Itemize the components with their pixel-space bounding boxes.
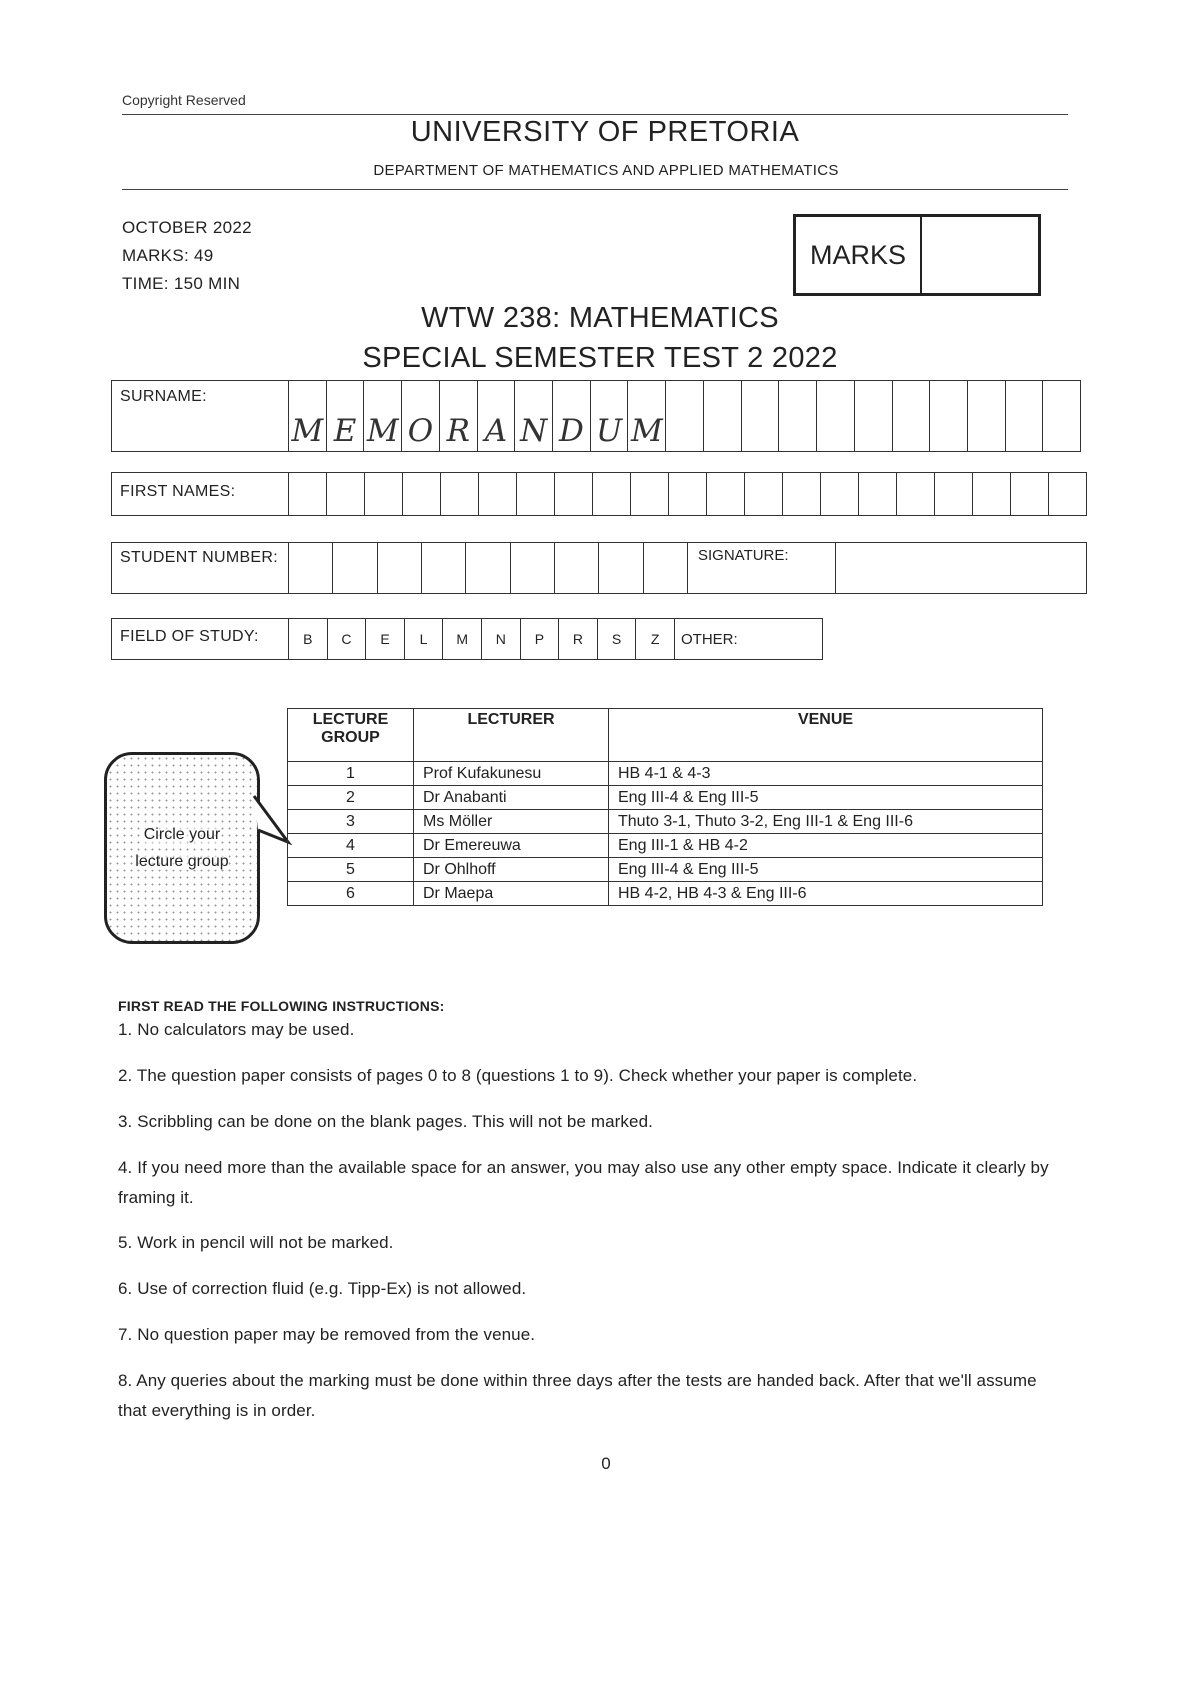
studnum-cell[interactable]	[378, 543, 422, 593]
student-number-cells[interactable]	[289, 543, 687, 593]
surname-cell[interactable]	[968, 381, 1006, 451]
surname-cell[interactable]: O	[402, 381, 440, 451]
marks-box-label: MARKS	[796, 217, 922, 293]
venue: HB 4-1 & 4-3	[609, 762, 1043, 786]
surname-cell[interactable]: R	[440, 381, 478, 451]
callout-pointer-shape	[254, 796, 288, 842]
instruction-item: 6. Use of correction fluid (e.g. Tipp-Ex) is not allowed.	[118, 1279, 527, 1298]
fos-cell[interactable]: S	[598, 619, 637, 659]
page-number: 0	[601, 1454, 611, 1473]
field-of-study-row	[111, 618, 823, 660]
firstname-cell[interactable]	[859, 473, 897, 515]
firstname-cell[interactable]	[973, 473, 1011, 515]
lecturer-name: Prof Kufakunesu	[414, 762, 609, 786]
fos-cell[interactable]: L	[405, 619, 444, 659]
lecturer-name: Dr Ohlhoff	[414, 858, 609, 882]
firstname-cell[interactable]	[327, 473, 365, 515]
firstname-cell[interactable]	[289, 473, 327, 515]
surname-cell[interactable]	[817, 381, 855, 451]
circle-group-callout	[104, 752, 260, 944]
exam-marks: MARKS: 49	[122, 246, 214, 265]
instruction-item: 2. The question paper consists of pages 0 to 8 (questions 1 to 9). Check whether your paper is complete.	[118, 1066, 918, 1085]
firstname-cell[interactable]	[783, 473, 821, 515]
studnum-cell[interactable]	[466, 543, 510, 593]
surname-cell[interactable]: M	[364, 381, 402, 451]
firstname-cell[interactable]	[669, 473, 707, 515]
surname-cells[interactable]	[289, 381, 1080, 451]
firstname-cell[interactable]	[745, 473, 783, 515]
fos-cell[interactable]: M	[443, 619, 482, 659]
instruction-item: 5. Work in pencil will not be marked.	[118, 1233, 394, 1252]
university-name: UNIVERSITY OF PRETORIA	[410, 116, 800, 148]
callout-line2: lecture group	[135, 853, 229, 870]
firstname-cell[interactable]	[403, 473, 441, 515]
group-number[interactable]: 5	[288, 858, 414, 882]
firstname-cell[interactable]	[555, 473, 593, 515]
surname-cell[interactable]: E	[327, 381, 365, 451]
instruction-item: 7. No question paper may be removed from the venue.	[118, 1325, 536, 1344]
surname-cell[interactable]	[742, 381, 780, 451]
first-names-cells[interactable]	[289, 473, 1086, 515]
group-number[interactable]: 1	[288, 762, 414, 786]
fos-cell[interactable]: C	[328, 619, 367, 659]
studnum-cell[interactable]	[333, 543, 377, 593]
studnum-cell[interactable]	[511, 543, 555, 593]
firstname-cell[interactable]	[593, 473, 631, 515]
studnum-cell[interactable]	[422, 543, 466, 593]
group-number[interactable]: 6	[288, 882, 414, 906]
surname-cell[interactable]: D	[553, 381, 591, 451]
table-row[interactable]	[288, 762, 1043, 786]
header-lecturer: LECTURER	[414, 709, 609, 762]
header-rule-bottom	[122, 189, 1068, 190]
studnum-cell[interactable]	[289, 543, 333, 593]
callout-line1: Circle your	[143, 825, 221, 843]
surname-cell[interactable]	[666, 381, 704, 451]
lecturer-name: Dr Emereuwa	[414, 834, 609, 858]
lecturer-name: Dr Maepa	[414, 882, 609, 906]
marks-box	[793, 214, 1041, 296]
firstname-cell[interactable]	[935, 473, 973, 515]
instruction-item: 3. Scribbling can be done on the blank pages. This will not be marked.	[118, 1112, 653, 1131]
lecturer-name: Dr Anabanti	[414, 786, 609, 810]
surname-cell[interactable]: M	[289, 381, 327, 451]
callout-pointer	[252, 790, 292, 850]
surname-cell[interactable]: N	[515, 381, 553, 451]
firstname-cell[interactable]	[441, 473, 479, 515]
fos-cell[interactable]: E	[366, 619, 405, 659]
surname-cell[interactable]: M	[628, 381, 666, 451]
venue: HB 4-2, HB 4-3 & Eng III-6	[609, 882, 1043, 906]
field-of-study-cells[interactable]	[289, 619, 674, 659]
header-venue: VENUE	[609, 709, 1043, 762]
surname-cell[interactable]	[893, 381, 931, 451]
lecture-group-table	[287, 708, 1043, 906]
fos-cell[interactable]: P	[521, 619, 560, 659]
table-row[interactable]	[288, 810, 1043, 834]
table-row[interactable]	[288, 882, 1043, 906]
marks-box-value[interactable]	[922, 217, 1038, 293]
studnum-cell[interactable]	[599, 543, 643, 593]
signature-label: SIGNATURE:	[687, 543, 836, 593]
first-names-row	[111, 472, 1087, 516]
fos-cell[interactable]: B	[289, 619, 328, 659]
instruction-item: 4. If you need more than the available space for an answer, you may also use any other empty space. Indicate it clearly by framing it.	[118, 1158, 1049, 1207]
surname-cell[interactable]: A	[478, 381, 516, 451]
surname-cell[interactable]	[930, 381, 968, 451]
header-rule-top	[122, 114, 1068, 115]
venue: Eng III-4 & Eng III-5	[609, 858, 1043, 882]
surname-cell[interactable]	[704, 381, 742, 451]
firstname-cell[interactable]	[1049, 473, 1086, 515]
group-number[interactable]: 4	[288, 834, 414, 858]
test-title: SPECIAL SEMESTER TEST 2 2022	[362, 342, 838, 374]
first-names-label: FIRST NAMES:	[112, 473, 289, 515]
surname-cell[interactable]: U	[591, 381, 629, 451]
header-lecture-group: LECTURE GROUP	[288, 709, 414, 762]
surname-cell[interactable]	[779, 381, 817, 451]
firstname-cell[interactable]	[821, 473, 859, 515]
exam-date: OCTOBER 2022	[122, 218, 252, 237]
surname-cell[interactable]	[1006, 381, 1044, 451]
firstname-cell[interactable]	[479, 473, 517, 515]
firstname-cell[interactable]	[631, 473, 669, 515]
surname-label: SURNAME:	[112, 381, 289, 451]
firstname-cell[interactable]	[897, 473, 935, 515]
firstname-cell[interactable]	[365, 473, 403, 515]
instruction-item: 1. No calculators may be used.	[118, 1020, 355, 1039]
venue: Eng III-4 & Eng III-5	[609, 786, 1043, 810]
student-number-label: STUDENT NUMBER:	[112, 543, 289, 593]
signature-field[interactable]	[836, 543, 1086, 593]
table-row[interactable]	[288, 834, 1043, 858]
course-title: WTW 238: MATHEMATICS	[421, 302, 779, 334]
fos-cell[interactable]: Z	[650, 631, 660, 647]
field-of-study-label: FIELD OF STUDY:	[112, 619, 289, 659]
student-number-row	[111, 542, 1087, 594]
instruction-item: 8. Any queries about the marking must be done within three days after the tests are handed back. After that we'll assume that everything is in order.	[118, 1371, 1037, 1420]
firstname-cell[interactable]	[1011, 473, 1049, 515]
studnum-cell[interactable]	[555, 543, 599, 593]
group-number[interactable]: 3	[288, 810, 414, 834]
fos-cell[interactable]: N	[482, 619, 521, 659]
other-label: OTHER:	[681, 630, 738, 648]
copyright-notice: Copyright Reserved	[122, 92, 246, 108]
table-row[interactable]	[288, 858, 1043, 882]
other-field[interactable]	[674, 619, 822, 659]
lecturer-name: Ms Möller	[414, 810, 609, 834]
group-number[interactable]: 2	[288, 786, 414, 810]
venue: Eng III-1 & HB 4-2	[609, 834, 1043, 858]
table-row[interactable]	[288, 786, 1043, 810]
studnum-cell[interactable]	[644, 543, 687, 593]
instructions-title: FIRST READ THE FOLLOWING INSTRUCTIONS:	[118, 998, 445, 1014]
surname-cell[interactable]	[1043, 381, 1080, 451]
surname-row	[111, 380, 1081, 452]
venue: Thuto 3-1, Thuto 3-2, Eng III-1 & Eng III-6	[609, 810, 1043, 834]
firstname-cell[interactable]	[517, 473, 555, 515]
fos-cell[interactable]: R	[559, 619, 598, 659]
department-name: DEPARTMENT OF MATHEMATICS AND APPLIED MATHEMATICS	[373, 162, 839, 179]
firstname-cell[interactable]	[707, 473, 745, 515]
exam-time: TIME: 150 MIN	[122, 274, 241, 293]
surname-cell[interactable]	[855, 381, 893, 451]
